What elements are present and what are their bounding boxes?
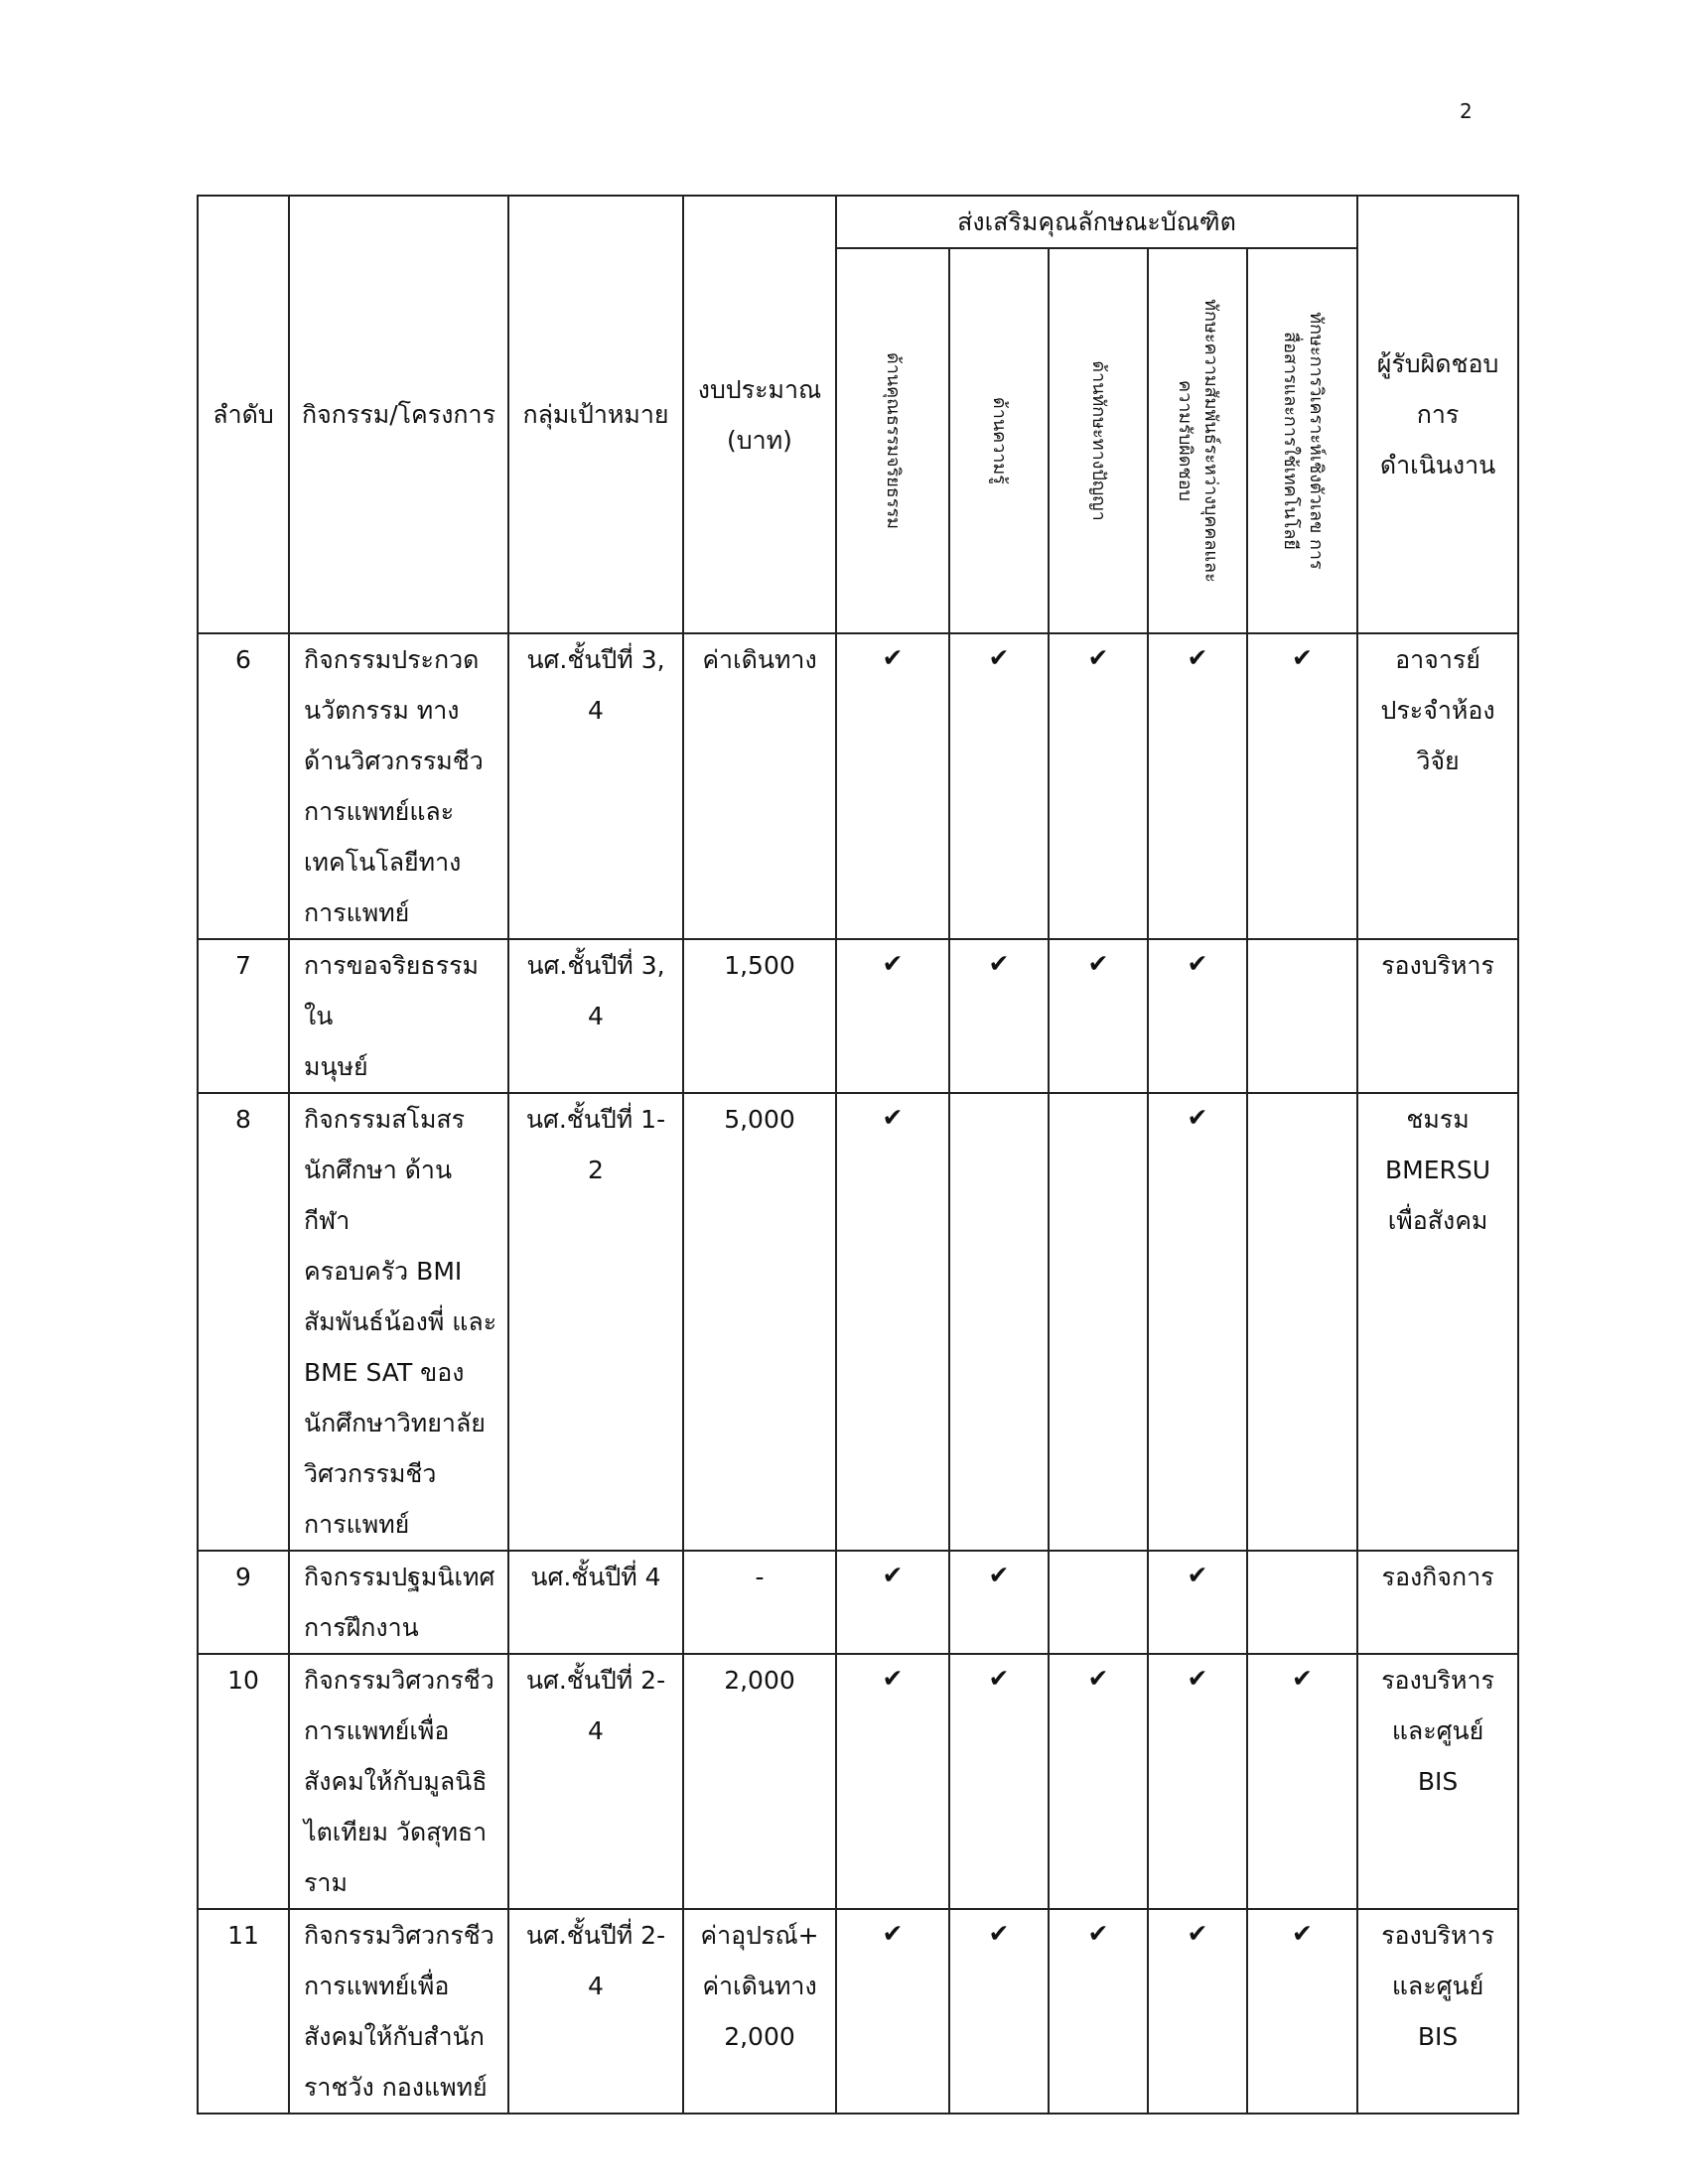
- row-activity-line: กิจกรรมประกวด: [304, 645, 480, 674]
- row-activity-line: เทคโนโลยีทาง: [304, 848, 462, 877]
- row-budget: [683, 1654, 836, 1909]
- table-row: [198, 1551, 1518, 1654]
- header-responsible-line: การ: [1416, 400, 1460, 429]
- table-row: [198, 1654, 1518, 1909]
- row-number: 7: [198, 939, 289, 1093]
- row-activity-line: กิจกรรมสโมสร: [304, 1105, 466, 1134]
- header-budget-line: (บาท): [727, 425, 792, 455]
- row-target-line: 4: [588, 696, 604, 725]
- row-attribute-cell: [1247, 1551, 1357, 1654]
- row-attribute-cell: [949, 633, 1049, 939]
- row-activity-line: มนุษย์: [304, 1052, 368, 1081]
- header-attribute-line: สื่อสารและการใช้เทคโนโลยี: [1279, 332, 1301, 550]
- header-responsible: [1357, 196, 1518, 633]
- row-attribute-cell: [1247, 633, 1357, 939]
- row-attribute-cell: [1247, 1654, 1357, 1909]
- row-target-line: นศ.ชั้นปีที่ 2-: [525, 1666, 666, 1695]
- row-activity-line: การขอจริยธรรมใน: [304, 951, 480, 1030]
- check-icon: ✔: [1292, 1664, 1313, 1693]
- row-activity-line: วิศวกรรมชีว: [304, 1459, 437, 1488]
- check-icon: ✔: [882, 1919, 904, 1948]
- row-responsible-line: BMERSU: [1385, 1156, 1491, 1184]
- check-icon: ✔: [1187, 643, 1208, 672]
- row-number: 9: [198, 1551, 289, 1654]
- row-activity-line: การแพทย์และ: [304, 797, 455, 826]
- check-icon: ✔: [988, 1919, 1010, 1948]
- row-activity: [289, 1551, 508, 1654]
- table-row: [198, 1093, 1518, 1551]
- check-icon: ✔: [1292, 643, 1313, 672]
- check-icon: ✔: [882, 1561, 904, 1589]
- row-activity-line: ราม: [304, 1868, 348, 1897]
- table-body: [198, 633, 1518, 2114]
- row-responsible-line: เพื่อสังคม: [1387, 1206, 1488, 1235]
- row-responsible-line: รองบริหาร: [1381, 1921, 1494, 1950]
- header-budget: [683, 196, 836, 633]
- row-activity-line: ครอบครัว BMI: [304, 1257, 463, 1286]
- row-responsible-line: รองบริหาร: [1381, 1666, 1494, 1695]
- row-budget-line: ค่าเดินทาง: [702, 645, 817, 674]
- row-budget: [683, 1551, 836, 1654]
- row-responsible: [1357, 1909, 1518, 2114]
- row-attribute-cell: [1247, 1093, 1357, 1551]
- row-attribute-cell: [1049, 633, 1148, 939]
- row-activity-line: นวัตกรรม ทาง: [304, 696, 460, 725]
- row-activity-line: สังคมให้กับสำนัก: [304, 2022, 485, 2051]
- row-budget: [683, 1093, 836, 1551]
- row-responsible-line: ประจำห้อง: [1380, 696, 1495, 725]
- row-attribute-cell: [836, 939, 949, 1093]
- table-row: [198, 1909, 1518, 2114]
- row-attribute-cell: [949, 1093, 1049, 1551]
- row-target-line: นศ.ชั้นปีที่ 4: [530, 1563, 661, 1591]
- row-target-line: 2: [588, 1156, 604, 1184]
- row-number: 6: [198, 633, 289, 939]
- check-icon: ✔: [1087, 1919, 1109, 1948]
- row-activity: [289, 633, 508, 939]
- check-icon: ✔: [988, 949, 1010, 978]
- check-icon: ✔: [1187, 1103, 1208, 1132]
- row-attribute-cell: [836, 1654, 949, 1909]
- row-responsible: [1357, 1654, 1518, 1909]
- header-attribute-line: ด้านคุณธรรมจริยธรรม: [883, 352, 904, 529]
- row-responsible-line: วิจัย: [1416, 747, 1460, 775]
- row-activity-line: กิจกรรมวิศวกรชีว: [304, 1921, 494, 1950]
- row-budget-line: -: [755, 1563, 765, 1591]
- table-row: [198, 633, 1518, 939]
- row-activity-line: ราชวัง กองแพทย์: [304, 2073, 488, 2102]
- check-icon: ✔: [882, 949, 904, 978]
- table-row: [198, 939, 1518, 1093]
- header-budget-line: งบประมาณ: [697, 374, 822, 404]
- row-activity-line: BME SAT ของ: [304, 1358, 465, 1387]
- row-attribute-cell: [1148, 633, 1247, 939]
- row-attribute-cell: [1049, 1093, 1148, 1551]
- row-activity-line: การแพทย์: [304, 898, 410, 927]
- check-icon: ✔: [1187, 949, 1208, 978]
- row-activity: [289, 939, 508, 1093]
- row-activity-line: ด้านวิศวกรรมชีว: [304, 747, 484, 775]
- row-attribute-cell: [1148, 939, 1247, 1093]
- row-responsible: [1357, 1093, 1518, 1551]
- row-attribute-cell: [1148, 1093, 1247, 1551]
- row-attribute-cell: [836, 633, 949, 939]
- row-target-line: นศ.ชั้นปีที่ 3,: [526, 951, 665, 980]
- row-activity: [289, 1909, 508, 2114]
- row-responsible-line: รองกิจการ: [1381, 1563, 1494, 1591]
- row-activity-line: สังคมให้กับมูลนิธิ: [304, 1767, 488, 1796]
- row-target-group: [508, 1551, 683, 1654]
- row-activity-line: สัมพันธ์น้องพี่ และ: [304, 1307, 497, 1336]
- row-responsible-line: BIS: [1417, 1767, 1459, 1796]
- header-attribute-knowledge: [949, 248, 1049, 633]
- check-icon: ✔: [1187, 1561, 1208, 1589]
- activity-table: [197, 195, 1519, 2115]
- row-attribute-cell: [1247, 1909, 1357, 2114]
- row-target-line: นศ.ชั้นปีที่ 2-: [525, 1921, 666, 1950]
- row-attribute-cell: [1049, 1909, 1148, 2114]
- row-responsible-line: BIS: [1417, 2022, 1459, 2051]
- row-attribute-cell: [949, 1654, 1049, 1909]
- row-attribute-cell: [1049, 1551, 1148, 1654]
- row-number: 11: [198, 1909, 289, 2114]
- check-icon: ✔: [988, 643, 1010, 672]
- header-attribute-numerical: [1247, 248, 1357, 633]
- row-target-line: นศ.ชั้นปีที่ 3,: [526, 645, 665, 674]
- row-activity: [289, 1093, 508, 1551]
- header-attribute-line: ด้านทักษะทางปัญญา: [1088, 360, 1109, 521]
- row-target-group: [508, 939, 683, 1093]
- check-icon: ✔: [1187, 1664, 1208, 1693]
- row-attribute-cell: [1049, 1654, 1148, 1909]
- row-attribute-cell: [949, 1909, 1049, 2114]
- header-activity: กิจกรรม/โครงการ: [289, 196, 508, 633]
- row-budget-line: 1,500: [724, 951, 795, 980]
- row-attribute-cell: [1247, 939, 1357, 1093]
- header-attribute-line: ความรับผิดชอบ: [1175, 380, 1196, 501]
- row-attribute-cell: [949, 939, 1049, 1093]
- check-icon: ✔: [1087, 1664, 1109, 1693]
- check-icon: ✔: [1292, 1919, 1313, 1948]
- header-attribute-intellectual: [1049, 248, 1148, 633]
- check-icon: ✔: [1187, 1919, 1208, 1948]
- row-responsible-line: และศูนย์: [1391, 1716, 1484, 1745]
- row-attribute-cell: [836, 1093, 949, 1551]
- row-attribute-cell: [836, 1909, 949, 2114]
- header-responsible-line: ผู้รับผิดชอบ: [1376, 349, 1499, 378]
- row-activity-line: การฝึกงาน: [304, 1613, 419, 1642]
- row-target-line: 4: [588, 1716, 604, 1745]
- row-responsible: [1357, 633, 1518, 939]
- row-responsible-line: ชมรม: [1406, 1105, 1470, 1134]
- row-activity-line: การแพทย์: [304, 1510, 410, 1539]
- header-attribute-line: ด้านความรู้: [989, 397, 1010, 484]
- row-budget: [683, 1909, 836, 2114]
- row-target-group: [508, 1654, 683, 1909]
- row-budget-line: ค่าเดินทาง: [702, 1972, 817, 2000]
- row-number: 8: [198, 1093, 289, 1551]
- row-target-line: นศ.ชั้นปีที่ 1-: [525, 1105, 666, 1134]
- check-icon: ✔: [1087, 949, 1109, 978]
- header-target: กลุ่มเป้าหมาย: [508, 196, 683, 633]
- row-responsible: [1357, 939, 1518, 1093]
- row-budget-line: 2,000: [724, 2022, 795, 2051]
- row-budget: [683, 939, 836, 1093]
- row-target-line: 4: [588, 1002, 604, 1030]
- check-icon: ✔: [988, 1664, 1010, 1693]
- row-activity-line: ไตเทียม วัดสุทธา: [304, 1818, 488, 1846]
- row-attribute-cell: [1148, 1909, 1247, 2114]
- header-attribute-line: ทักษะการวิเคราะห์เชิงตัวเลข การ: [1305, 312, 1327, 570]
- row-budget: [683, 633, 836, 939]
- row-attribute-cell: [1148, 1654, 1247, 1909]
- row-budget-line: 2,000: [724, 1666, 795, 1695]
- header-attribute-line: ทักษะความสัมพันธ์ระหว่างบุคคลและ: [1200, 299, 1221, 583]
- check-icon: ✔: [882, 1664, 904, 1693]
- row-attribute-cell: [1148, 1551, 1247, 1654]
- row-activity-line: นักศึกษา ด้านกีฬา: [304, 1156, 453, 1235]
- row-responsible-line: รองบริหาร: [1381, 951, 1494, 980]
- check-icon: ✔: [882, 1103, 904, 1132]
- row-activity-line: กิจกรรมวิศวกรชีว: [304, 1666, 494, 1695]
- row-attribute-cell: [949, 1551, 1049, 1654]
- row-target-group: [508, 1909, 683, 2114]
- row-target-group: [508, 1093, 683, 1551]
- row-responsible-line: และศูนย์: [1391, 1972, 1484, 2000]
- row-budget-line: 5,000: [724, 1105, 795, 1134]
- row-budget-line: ค่าอุปรณ์+: [700, 1921, 819, 1950]
- row-activity-line: การแพทย์เพื่อ: [304, 1972, 450, 2000]
- row-number: 10: [198, 1654, 289, 1909]
- row-attribute-cell: [836, 1551, 949, 1654]
- row-activity-line: กิจกรรมปฐมนิเทศ: [304, 1563, 495, 1591]
- row-responsible: [1357, 1551, 1518, 1654]
- header-attribute-interpersonal: [1148, 248, 1247, 633]
- row-responsible-line: อาจารย์: [1395, 645, 1480, 674]
- check-icon: ✔: [1087, 643, 1109, 672]
- header-attribute-ethics: [836, 248, 949, 633]
- header-attributes-group: ส่งเสริมคุณลักษณะบัณฑิต: [836, 196, 1357, 248]
- check-icon: ✔: [882, 643, 904, 672]
- row-attribute-cell: [1049, 939, 1148, 1093]
- row-target-group: [508, 633, 683, 939]
- header-responsible-line: ดำเนินงาน: [1379, 451, 1496, 479]
- row-activity: [289, 1654, 508, 1909]
- header-no: ลำดับ: [198, 196, 289, 633]
- check-icon: ✔: [988, 1561, 1010, 1589]
- page-number: 2: [1460, 99, 1473, 123]
- row-activity-line: การแพทย์เพื่อ: [304, 1716, 450, 1745]
- row-target-line: 4: [588, 1972, 604, 2000]
- row-activity-line: นักศึกษาวิทยาลัย: [304, 1409, 486, 1437]
